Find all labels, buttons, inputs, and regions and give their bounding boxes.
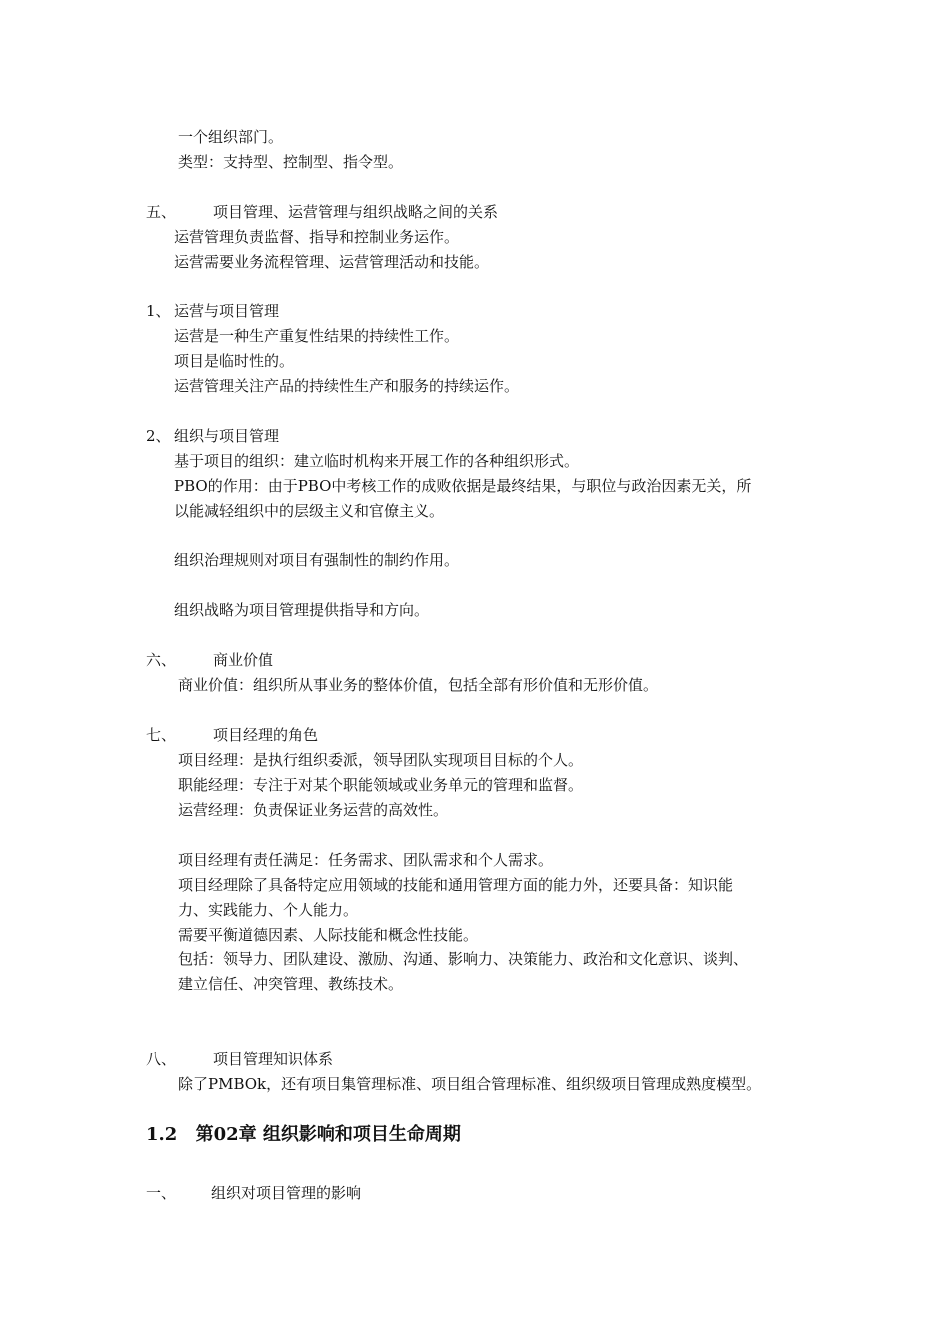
chapter-title: 第02章 组织影响和项目生命周期 — [195, 1124, 461, 1145]
sub-2-line-5: 组织战略为项目管理提供指导和方向。 — [174, 601, 430, 619]
section-8-line-1: 除了PMBOk，还有项目集管理标准、项目组合管理标准、组织级项目管理成熟度模型。 — [178, 1075, 762, 1093]
sub-1-number: 1、 — [146, 302, 171, 320]
section-7-line-6: 力、实践能力、个人能力。 — [178, 901, 359, 919]
section-7-line-1: 项目经理：是执行组织委派，领导团队实现项目目标的个人。 — [178, 751, 584, 769]
section-1-number: 一、 — [146, 1184, 177, 1202]
sub-2-line-4: 组织治理规则对项目有强制性的制约作用。 — [174, 551, 460, 569]
section-5-line-1: 运营管理负责监督、指导和控制业务运作。 — [174, 228, 460, 246]
section-5-title: 项目管理、运营管理与组织战略之间的关系 — [213, 203, 499, 221]
sub-1-line-3: 运营管理关注产品的持续性生产和服务的持续运作。 — [174, 377, 520, 395]
section-7-line-7: 需要平衡道德因素、人际技能和概念性技能。 — [178, 926, 479, 944]
chapter-number: 1.2 — [146, 1124, 178, 1145]
sub-2-number: 2、 — [146, 427, 171, 445]
section-7-line-8: 包括：领导力、团队建设、激励、沟通、影响力、决策能力、政治和文化意识、谈判、 — [178, 950, 749, 968]
chapter-heading — [146, 1124, 461, 1146]
sub-2-title: 组织与项目管理 — [174, 427, 280, 445]
intro-line-2: 类型：支持型、控制型、指令型。 — [178, 153, 404, 171]
section-7-title: 项目经理的角色 — [213, 726, 319, 744]
section-6-line-1: 商业价值：组织所从事业务的整体价值，包括全部有形价值和无形价值。 — [178, 676, 659, 694]
sub-2-line-1: 基于项目的组织：建立临时机构来开展工作的各种组织形式。 — [174, 452, 580, 470]
section-7-line-9: 建立信任、冲突管理、教练技术。 — [178, 975, 404, 993]
section-7-line-4: 项目经理有责任满足：任务需求、团队需求和个人需求。 — [178, 851, 554, 869]
section-7-line-3: 运营经理：负责保证业务运营的高效性。 — [178, 801, 449, 819]
sub-1-line-1: 运营是一种生产重复性结果的持续性工作。 — [174, 327, 460, 345]
section-6-number: 六、 — [146, 651, 177, 669]
section-7-number: 七、 — [146, 726, 177, 744]
section-7-line-2: 职能经理：专注于对某个职能领域或业务单元的管理和监督。 — [178, 776, 584, 794]
section-5-number: 五、 — [146, 203, 177, 221]
intro-line-1: 一个组织部门。 — [178, 128, 284, 146]
sub-2-line-3: 以能减轻组织中的层级主义和官僚主义。 — [174, 502, 445, 520]
section-8-title: 项目管理知识体系 — [213, 1050, 334, 1068]
sub-1-line-2: 项目是临时性的。 — [174, 352, 295, 370]
sub-1-title: 运营与项目管理 — [174, 302, 280, 320]
section-8-number: 八、 — [146, 1050, 177, 1068]
section-6-title: 商业价值 — [213, 651, 274, 669]
section-1-title: 组织对项目管理的影响 — [211, 1184, 362, 1202]
section-5-line-2: 运营需要业务流程管理、运营管理活动和技能。 — [174, 253, 490, 271]
sub-2-line-2: PBO的作用：由于PBO中考核工作的成败依据是最终结果，与职位与政治因素无关，所 — [174, 477, 752, 495]
section-7-line-5: 项目经理除了具备特定应用领域的技能和通用管理方面的能力外，还要具备：知识能 — [178, 876, 734, 894]
